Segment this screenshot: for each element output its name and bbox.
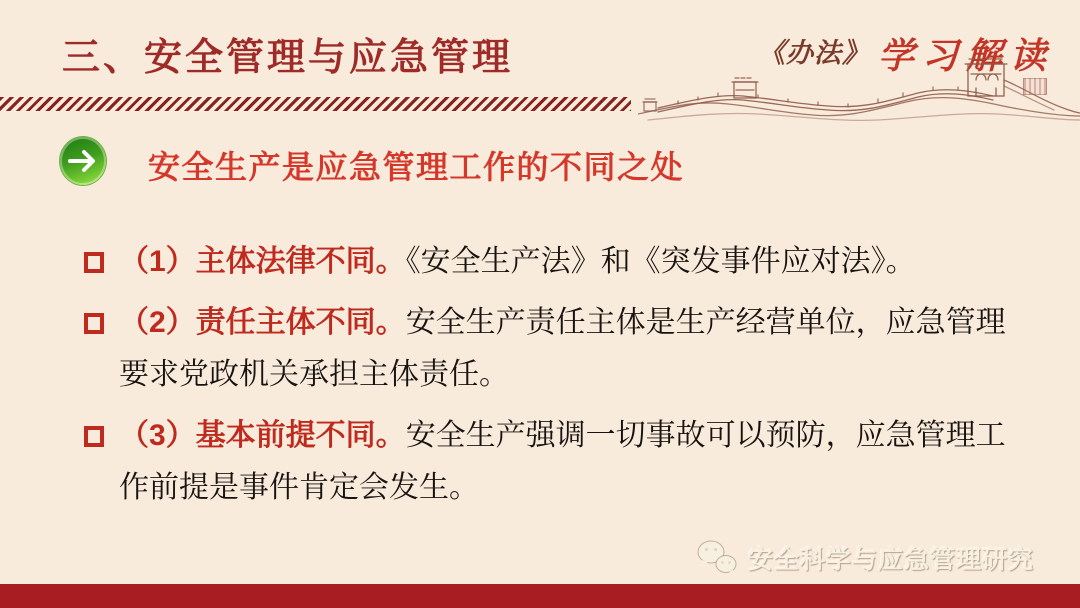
wechat-icon	[694, 538, 740, 578]
bullet-body: 《安全生产法》和《突发事件应对法》。	[405, 245, 916, 278]
list-item	[84, 236, 1014, 288]
square-outline-icon	[84, 313, 104, 334]
bullet-text	[119, 297, 1014, 401]
square-outline-icon	[84, 426, 104, 447]
section-heading: 安全生产是应急管理工作的不同之处	[148, 149, 685, 185]
wechat-account-badge	[694, 538, 1034, 578]
seal-stamp	[1023, 78, 1047, 95]
bullet-lead: （1）主体法律不同。	[119, 245, 406, 278]
great-wall-illustration	[638, 50, 1080, 126]
bullet-list	[84, 236, 1014, 523]
wechat-account-name: 安全科学与应急管理研究	[748, 546, 1035, 574]
bullet-body: 安全生产强调一切事故可以预防，应急管理工作前提是事件肯定会发生。	[119, 419, 1006, 504]
bullet-lead: （2）责任主体不同。	[119, 306, 406, 339]
arrow-right-icon	[60, 137, 106, 185]
corner-label-main: 学习解读	[878, 35, 1055, 77]
square-outline-icon	[84, 252, 104, 273]
list-item	[84, 410, 1014, 514]
bullet-lead: （3）基本前提不同。	[119, 419, 406, 452]
list-item	[84, 297, 1014, 401]
bullet-body: 安全生产责任主体是生产经营单位，应急管理要求党政机关承担主体责任。	[119, 306, 1006, 391]
bullet-text	[119, 236, 916, 288]
bottom-red-band	[0, 584, 1080, 608]
page-title: 三、安全管理与应急管理	[62, 37, 514, 79]
hatched-divider	[0, 97, 631, 111]
corner-label-prefix: 《办法》	[758, 38, 870, 69]
bullet-text	[119, 410, 1014, 514]
